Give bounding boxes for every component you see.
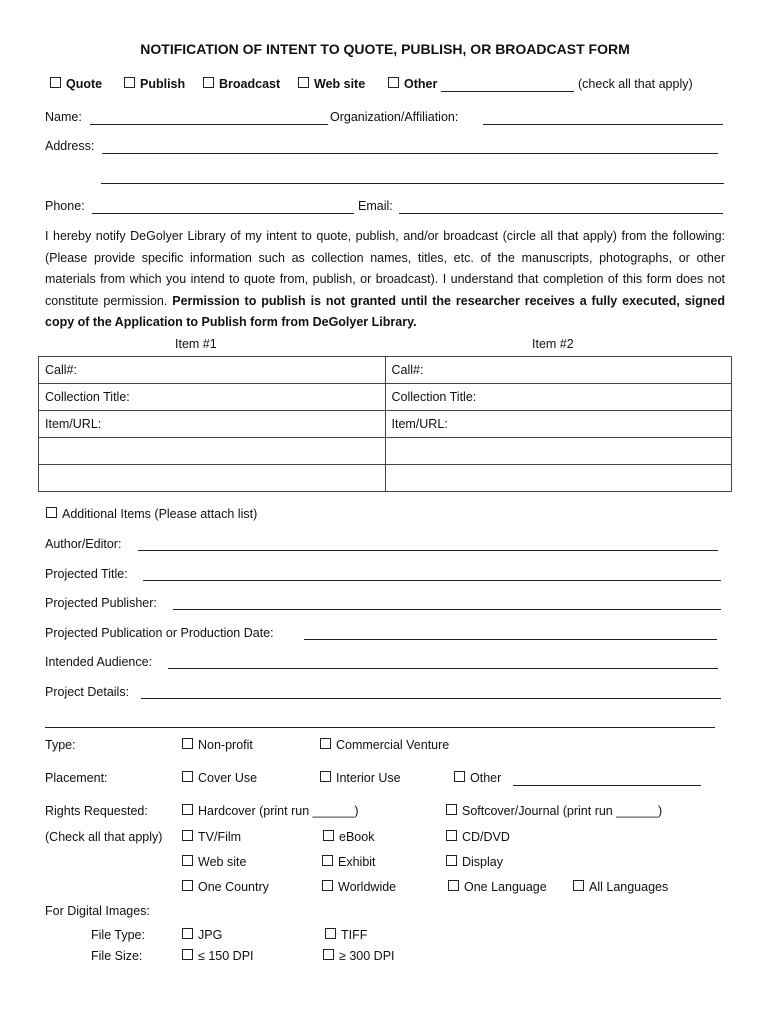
table-row (39, 438, 732, 465)
checkbox-icon (124, 77, 135, 88)
intent-paragraph (45, 226, 725, 334)
rights-label: Rights Requested: (45, 804, 148, 818)
item2-extra-1[interactable] (385, 438, 732, 465)
checkbox-icon (446, 804, 457, 815)
rights-sublabel: (Check all that apply) (45, 830, 163, 844)
option-label: Softcover/Journal (print run ______) (462, 804, 663, 818)
checkbox-low-dpi[interactable] (182, 949, 254, 963)
checkbox-icon (182, 928, 193, 939)
option-label: Non-profit (198, 738, 253, 752)
item1-collection-title[interactable]: Collection Title: (39, 384, 386, 411)
name-label: Name: (45, 110, 82, 124)
item2-extra-2[interactable] (385, 465, 732, 492)
option-label: Worldwide (338, 880, 397, 894)
option-label: Other (404, 77, 438, 91)
option-label: Web site (198, 855, 247, 869)
option-label: Interior Use (336, 771, 401, 785)
option-label: Other (470, 771, 502, 785)
address-field-1[interactable] (102, 153, 718, 154)
author-field[interactable] (138, 550, 718, 551)
project-details-field-1[interactable] (141, 698, 721, 699)
table-row (39, 357, 732, 384)
option-label: ≥ 300 DPI (339, 949, 395, 963)
item1-extra-2[interactable] (39, 465, 386, 492)
checkbox-one-language[interactable] (448, 880, 547, 894)
item2-collection-title[interactable]: Collection Title: (385, 384, 732, 411)
checkbox-commercial[interactable] (320, 738, 449, 752)
author-label: Author/Editor: (45, 537, 122, 551)
checkbox-rights-website[interactable] (182, 855, 246, 869)
form-title: NOTIFICATION OF INTENT TO QUOTE, PUBLISH, OR BROADCAST FORM (140, 41, 630, 57)
checkbox-icon (446, 830, 457, 841)
publication-date-field[interactable] (304, 639, 717, 640)
checkbox-interior-use[interactable] (320, 771, 401, 785)
checkbox-icon (322, 855, 333, 866)
table-row (39, 411, 732, 438)
option-label: Cover Use (198, 771, 258, 785)
email-field[interactable] (399, 213, 723, 214)
item1-header: Item #1 (175, 337, 217, 351)
checkbox-icon (323, 949, 334, 960)
checkbox-icon (182, 771, 193, 782)
option-label: eBook (339, 830, 375, 844)
checkbox-exhibit[interactable] (322, 855, 376, 869)
checkbox-icon (573, 880, 584, 891)
checkbox-icon (320, 771, 331, 782)
projected-title-label: Projected Title: (45, 567, 128, 581)
audience-label: Intended Audience: (45, 655, 153, 669)
digital-images-label: For Digital Images: (45, 904, 150, 918)
checkbox-display[interactable] (446, 855, 503, 869)
checkbox-icon (182, 830, 193, 841)
option-label: One Language (464, 880, 547, 894)
checkbox-icon (388, 77, 399, 88)
email-label: Email: (358, 199, 393, 213)
checkbox-cd-dvd[interactable] (446, 830, 510, 844)
phone-field[interactable] (92, 213, 354, 214)
checkbox-icon (448, 880, 459, 891)
option-label: Display (462, 855, 503, 869)
checkbox-icon (182, 804, 193, 815)
checkbox-icon (298, 77, 309, 88)
checkbox-broadcast[interactable] (203, 77, 280, 91)
option-label: Quote (66, 77, 103, 91)
organization-field[interactable] (483, 124, 723, 125)
checkbox-non-profit[interactable] (182, 738, 253, 752)
checkbox-icon (325, 928, 336, 939)
checkbox-icon (320, 738, 331, 749)
option-label: Exhibit (338, 855, 376, 869)
option-label: Publish (140, 77, 186, 91)
audience-field[interactable] (168, 668, 718, 669)
item1-call[interactable]: Call#: (39, 357, 386, 384)
option-label: TV/Film (198, 830, 242, 844)
additional-items-label: Additional Items (Please attach list) (62, 507, 258, 521)
checkbox-publish[interactable] (124, 77, 185, 91)
project-details-field-2[interactable] (45, 727, 715, 728)
address-field-2[interactable] (101, 183, 724, 184)
file-type-label: File Type: (91, 928, 145, 942)
name-field[interactable] (90, 124, 328, 125)
file-size-label: File Size: (91, 949, 143, 963)
option-label: CD/DVD (462, 830, 510, 844)
checkbox-icon (46, 507, 57, 518)
option-label: Broadcast (219, 77, 281, 91)
placement-label: Placement: (45, 771, 108, 785)
paragraph-text: I hereby notify DeGolyer Library of my intent to quote, publish, and/or broadcast (circle all that apply) from the following: (Please provide specific information such as collection names, titles, etc. of the manuscripts, photographs, or other materials from which you intend to quote from, publish, or broadcast). I understand that completion of this form does not constitute permission. (45, 229, 725, 308)
address-label: Address: (45, 139, 95, 153)
project-details-label: Project Details: (45, 685, 130, 699)
checkbox-jpg[interactable] (182, 928, 222, 942)
checkbox-high-dpi[interactable] (323, 949, 395, 963)
item2-call[interactable]: Call#: (385, 357, 732, 384)
checkbox-icon (182, 855, 193, 866)
other-input-line[interactable] (441, 91, 574, 92)
checkbox-hardcover[interactable] (182, 804, 359, 818)
checkbox-placement-other[interactable] (454, 771, 501, 785)
option-label: ≤ 150 DPI (198, 949, 254, 963)
checkbox-tv-film[interactable] (182, 830, 241, 844)
placement-other-field[interactable] (513, 785, 701, 786)
publisher-label: Projected Publisher: (45, 596, 157, 610)
checkbox-icon (182, 880, 193, 891)
option-label: Web site (314, 77, 366, 91)
checkbox-softcover[interactable] (446, 804, 662, 818)
checkbox-icon (322, 880, 333, 891)
item1-extra-1[interactable] (39, 438, 386, 465)
phone-label: Phone: (45, 199, 85, 213)
use-note: (check all that apply) (578, 77, 693, 91)
item2-header: Item #2 (532, 337, 574, 351)
checkbox-additional-items[interactable] (46, 507, 257, 521)
option-label: Hardcover (print run ______) (198, 804, 359, 818)
organization-label: Organization/Affiliation: (330, 110, 459, 124)
checkbox-icon (50, 77, 61, 88)
checkbox-other[interactable] (388, 77, 437, 91)
item2-url[interactable]: Item/URL: (385, 411, 732, 438)
checkbox-tiff[interactable] (325, 928, 367, 942)
publisher-field[interactable] (173, 609, 721, 610)
items-table (38, 356, 732, 492)
checkbox-icon (323, 830, 334, 841)
checkbox-ebook[interactable] (323, 830, 374, 844)
checkbox-icon (446, 855, 457, 866)
checkbox-all-languages[interactable] (573, 880, 668, 894)
checkbox-icon (182, 738, 193, 749)
checkbox-quote[interactable] (50, 77, 102, 91)
table-row (39, 384, 732, 411)
option-label: One Country (198, 880, 269, 894)
option-label: Commercial Venture (336, 738, 450, 752)
item1-url[interactable]: Item/URL: (39, 411, 386, 438)
option-label: All Languages (589, 880, 669, 894)
option-label: JPG (198, 928, 223, 942)
checkbox-one-country[interactable] (182, 880, 269, 894)
checkbox-worldwide[interactable] (322, 880, 396, 894)
checkbox-icon (182, 949, 193, 960)
projected-title-field[interactable] (143, 580, 721, 581)
checkbox-icon (203, 77, 214, 88)
paragraph-bold-text: Permission to publish is not granted until the researcher receives a fully executed, signed copy of the Application to Publish form from DeGolyer Library. (45, 293, 725, 329)
checkbox-website[interactable] (298, 77, 365, 91)
publication-date-label: Projected Publication or Production Date: (45, 626, 274, 640)
type-label: Type: (45, 738, 76, 752)
table-row (39, 465, 732, 492)
checkbox-cover-use[interactable] (182, 771, 257, 785)
option-label: TIFF (341, 928, 368, 942)
checkbox-icon (454, 771, 465, 782)
